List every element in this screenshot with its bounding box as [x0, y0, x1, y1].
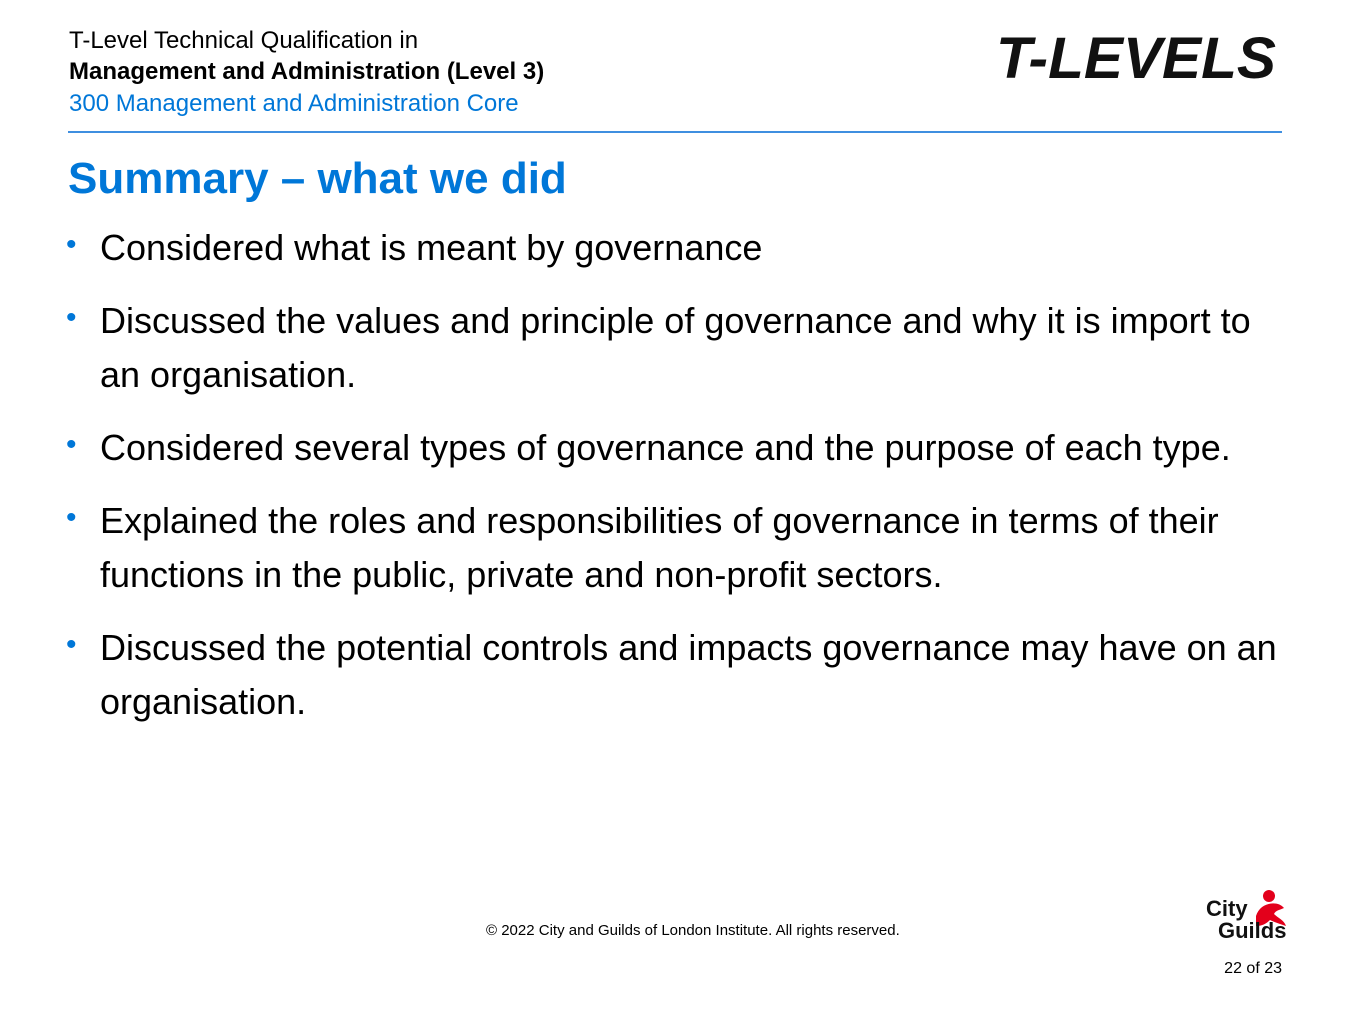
bullet-icon: •: [66, 301, 77, 334]
header-divider: [68, 131, 1282, 133]
slide-title: Summary – what we did: [68, 154, 567, 203]
header-line-2: Management and Administration (Level 3): [69, 58, 545, 85]
bullet-icon: •: [66, 628, 77, 661]
bullet-item: [66, 494, 1296, 602]
header-line-1: T-Level Technical Qualification in: [69, 27, 419, 54]
page-number: 22 of 23: [1224, 960, 1282, 977]
bullet-item: [66, 421, 1296, 475]
bullet-item: [66, 621, 1296, 729]
copyright-notice: © 2022 City and Guilds of London Institute. All rights reserved.: [486, 922, 900, 939]
bullet-item: [66, 294, 1296, 402]
bullet-text: Considered several types of governance and the purpose of each type.: [100, 427, 1231, 468]
city-guilds-logo-line2: Guilds: [1218, 918, 1287, 942]
city-guilds-logo-line1: City: [1206, 896, 1248, 921]
bullet-text: Explained the roles and responsibilities of governance in terms of their functions in the public, private and non-profit sectors.: [100, 500, 1219, 595]
header-line-3: 300 Management and Administration Core: [69, 90, 519, 117]
t-levels-logo-text: T-LEVELS: [996, 28, 1277, 86]
city-and-guilds-logo: [1204, 888, 1290, 942]
bullet-list: [66, 221, 1296, 748]
bullet-icon: •: [66, 228, 77, 261]
bullet-text: Discussed the potential controls and impacts governance may have on an organisation.: [100, 627, 1277, 722]
t-levels-logo: [996, 28, 1280, 86]
bullet-text: Discussed the values and principle of governance and why it is import to an organisation.: [100, 300, 1251, 395]
bullet-text: Considered what is meant by governance: [100, 227, 763, 268]
bullet-icon: •: [66, 428, 77, 461]
bullet-item: [66, 221, 1296, 275]
bullet-icon: •: [66, 501, 77, 534]
